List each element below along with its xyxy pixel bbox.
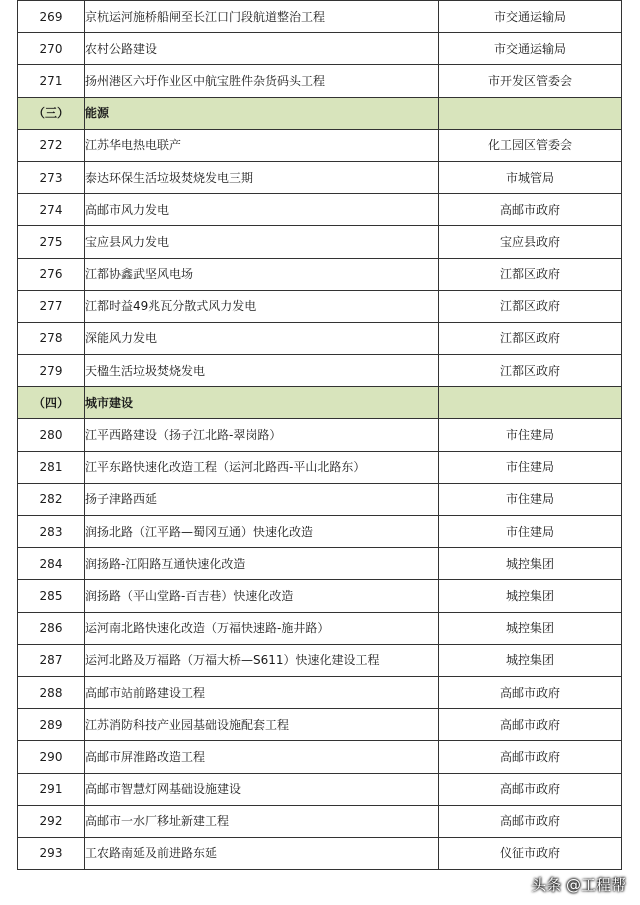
table-row xyxy=(18,226,622,258)
table-row xyxy=(18,644,622,676)
row-number: 276 xyxy=(18,258,85,290)
row-number: 292 xyxy=(18,805,85,837)
row-number: 275 xyxy=(18,226,85,258)
project-name: 高邮市智慧灯网基础设施建设 xyxy=(85,773,439,805)
row-number: 282 xyxy=(18,483,85,515)
table-row xyxy=(18,33,622,65)
row-number: 291 xyxy=(18,773,85,805)
project-name: 江都时益49兆瓦分散式风力发电 xyxy=(85,290,439,322)
row-number: 269 xyxy=(18,1,85,33)
row-number: 277 xyxy=(18,290,85,322)
table-row xyxy=(18,676,622,708)
watermark: 头条 @工程帮 xyxy=(531,876,626,894)
row-number: 279 xyxy=(18,355,85,387)
row-number: 278 xyxy=(18,322,85,354)
table-row xyxy=(18,483,622,515)
row-number: 284 xyxy=(18,548,85,580)
responsible-unit: 城控集团 xyxy=(439,644,622,676)
table-row xyxy=(18,580,622,612)
project-name: 扬州港区六圩作业区中航宝胜件杂货码头工程 xyxy=(85,65,439,97)
project-name: 润扬路-江阳路互通快速化改造 xyxy=(85,548,439,580)
project-table xyxy=(17,0,622,870)
responsible-unit: 高邮市政府 xyxy=(439,709,622,741)
table-row xyxy=(18,451,622,483)
responsible-unit: 江都区政府 xyxy=(439,258,622,290)
table-row xyxy=(18,741,622,773)
row-number: 287 xyxy=(18,644,85,676)
row-number: 272 xyxy=(18,129,85,161)
responsible-unit: 仪征市政府 xyxy=(439,837,622,869)
responsible-unit: 市交通运输局 xyxy=(439,1,622,33)
row-number: 274 xyxy=(18,194,85,226)
table-row xyxy=(18,129,622,161)
table-row xyxy=(18,290,622,322)
row-number: 281 xyxy=(18,451,85,483)
responsible-unit: 高邮市政府 xyxy=(439,676,622,708)
table-row xyxy=(18,837,622,869)
project-name: 江苏消防科技产业园基础设施配套工程 xyxy=(85,709,439,741)
project-name: 扬子津路西延 xyxy=(85,483,439,515)
responsible-unit: 市住建局 xyxy=(439,483,622,515)
responsible-unit: 江都区政府 xyxy=(439,355,622,387)
project-name: 江苏华电热电联产 xyxy=(85,129,439,161)
responsible-unit: 宝应县政府 xyxy=(439,226,622,258)
section-header-row xyxy=(18,387,622,419)
responsible-unit: 城控集团 xyxy=(439,612,622,644)
project-name: 泰达环保生活垃圾焚烧发电三期 xyxy=(85,161,439,193)
row-number: 271 xyxy=(18,65,85,97)
project-name: 能源 xyxy=(85,97,439,129)
project-name: 运河南北路快速化改造（万福快速路-施井路） xyxy=(85,612,439,644)
responsible-unit: 城控集团 xyxy=(439,548,622,580)
table-row xyxy=(18,322,622,354)
project-name: 京杭运河施桥船闸至长江口门段航道整治工程 xyxy=(85,1,439,33)
table-row xyxy=(18,516,622,548)
row-number: 288 xyxy=(18,676,85,708)
project-name: 运河北路及万福路（万福大桥—S611）快速化建设工程 xyxy=(85,644,439,676)
project-name: 农村公路建设 xyxy=(85,33,439,65)
table-row xyxy=(18,612,622,644)
project-name: 江都协鑫武坚风电场 xyxy=(85,258,439,290)
project-name: 高邮市屏淮路改造工程 xyxy=(85,741,439,773)
project-table-body xyxy=(18,1,622,870)
table-row xyxy=(18,161,622,193)
responsible-unit: 市住建局 xyxy=(439,419,622,451)
project-name: 城市建设 xyxy=(85,387,439,419)
table-row xyxy=(18,355,622,387)
project-name: 润扬路（平山堂路-百吉巷）快速化改造 xyxy=(85,580,439,612)
row-number: 286 xyxy=(18,612,85,644)
table-row xyxy=(18,419,622,451)
row-number: 285 xyxy=(18,580,85,612)
responsible-unit: 市住建局 xyxy=(439,451,622,483)
table-row xyxy=(18,773,622,805)
table-row xyxy=(18,548,622,580)
responsible-unit xyxy=(439,97,622,129)
responsible-unit: 高邮市政府 xyxy=(439,805,622,837)
responsible-unit xyxy=(439,387,622,419)
row-number: 273 xyxy=(18,161,85,193)
project-name: 工农路南延及前进路东延 xyxy=(85,837,439,869)
responsible-unit: 市城管局 xyxy=(439,161,622,193)
table-row xyxy=(18,805,622,837)
project-name: 润扬北路（江平路—蜀冈互通）快速化改造 xyxy=(85,516,439,548)
row-number: 283 xyxy=(18,516,85,548)
project-name: 深能风力发电 xyxy=(85,322,439,354)
project-name: 江平西路建设（扬子江北路-翠岗路） xyxy=(85,419,439,451)
table-row xyxy=(18,194,622,226)
row-number: 290 xyxy=(18,741,85,773)
project-name: 江平东路快速化改造工程（运河北路西-平山北路东） xyxy=(85,451,439,483)
responsible-unit: 市交通运输局 xyxy=(439,33,622,65)
project-name: 高邮市站前路建设工程 xyxy=(85,676,439,708)
responsible-unit: 市住建局 xyxy=(439,516,622,548)
responsible-unit: 高邮市政府 xyxy=(439,773,622,805)
table-row xyxy=(18,258,622,290)
row-number: （四） xyxy=(18,387,85,419)
project-name: 高邮市一水厂移址新建工程 xyxy=(85,805,439,837)
row-number: 293 xyxy=(18,837,85,869)
row-number: 280 xyxy=(18,419,85,451)
section-header-row xyxy=(18,97,622,129)
responsible-unit: 城控集团 xyxy=(439,580,622,612)
table-row xyxy=(18,65,622,97)
responsible-unit: 江都区政府 xyxy=(439,290,622,322)
responsible-unit: 化工园区管委会 xyxy=(439,129,622,161)
row-number: 270 xyxy=(18,33,85,65)
responsible-unit: 高邮市政府 xyxy=(439,741,622,773)
row-number: 289 xyxy=(18,709,85,741)
responsible-unit: 高邮市政府 xyxy=(439,194,622,226)
project-name: 高邮市风力发电 xyxy=(85,194,439,226)
project-name: 天楹生活垃圾焚烧发电 xyxy=(85,355,439,387)
responsible-unit: 江都区政府 xyxy=(439,322,622,354)
responsible-unit: 市开发区管委会 xyxy=(439,65,622,97)
project-name: 宝应县风力发电 xyxy=(85,226,439,258)
table-row xyxy=(18,709,622,741)
table-row xyxy=(18,1,622,33)
row-number: （三） xyxy=(18,97,85,129)
